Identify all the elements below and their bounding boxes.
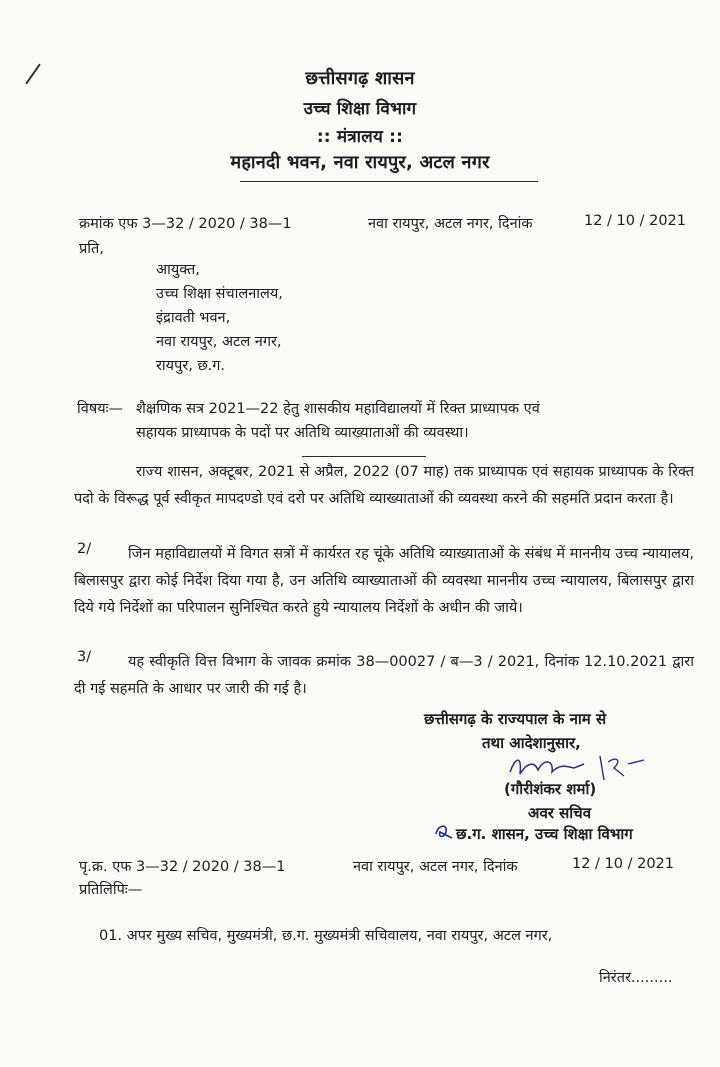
subject-divider bbox=[302, 456, 426, 457]
recipient-prefix: प्रति, bbox=[79, 241, 104, 257]
recipient-line: नवा रायपुर, अटल नगर, bbox=[156, 334, 282, 350]
endorsement-date: 12 / 10 / 2021 bbox=[572, 856, 675, 872]
paragraph-2: जिन महाविद्यालयों में विगत सत्रों में कार्यरत रह चूंके अतिथि व्याख्याताओं के संबंध में माननीय उच्च न्यायालय, बिलासपुर द्वारा कोई निर्देश दिया गया है, उन अतिथि व्याख्याताओं की व्यवस्था माननीय उच्च न्यायालय, बिलासपुर द्वारा दिये गये निर्देशों का परिपालन सुनिश्चित करते हुये न्यायालय निर्देशों के अधीन की जाये। bbox=[74, 546, 694, 616]
header-government: छत्तीसगढ़ शासन bbox=[305, 68, 415, 89]
paragraph-3: यह स्वीकृति वित्त विभाग के जावक क्रमांक 38—00027 / ब—3 / 2021, दिनांक 12.10.2021 द्वारा दी गई सहमति के आधार पर जारी की गई है। bbox=[74, 654, 694, 697]
header-ministry: :: मंत्रालय :: bbox=[316, 127, 404, 147]
place-date-label: नवा रायपुर, अटल नगर, दिनांक bbox=[368, 216, 533, 232]
copy-recipient-1: 01. अपर मुख्य सचिव, मुख्यमंत्री, छ.ग. मुख्यमंत्री सचिवालय, नवा रायपुर, अटल नगर, bbox=[99, 928, 553, 944]
letter-date: 12 / 10 / 2021 bbox=[584, 213, 687, 229]
recipient-line: इंद्रावती भवन, bbox=[156, 310, 231, 326]
subject-line-1: शैक्षणिक सत्र 2021—22 हेतु शासकीय महाविद्यालयों में रिक्त प्राध्यापक एवं bbox=[136, 401, 540, 417]
recipient-line: आयुक्त, bbox=[156, 262, 200, 278]
endorsement-number: पृ.क्र. एफ 3—32 / 2020 / 38—1 bbox=[79, 859, 286, 875]
signature-authority-line: छत्तीसगढ़ के राज्यपाल के नाम से bbox=[424, 710, 607, 728]
paragraph-3-number: 3/ bbox=[77, 649, 92, 665]
reference-number: क्रमांक एफ 3—32 / 2020 / 38—1 bbox=[79, 216, 292, 232]
endorsement-place-date-label: नवा रायपुर, अटल नगर, दिनांक bbox=[353, 859, 518, 875]
signature-order-line: तथा आदेशानुसार, bbox=[482, 734, 581, 752]
paragraph-1: राज्य शासन, अक्टूबर, 2021 से अप्रैल, 2022 (07 माह) तक प्राध्यापक एवं सहायक प्राध्यापक के रिक्त पदो के विरूद्ध पूर्व स्वीकृत मापदण्डो एवं दरो पर अतिथि व्याख्याताओं की व्यवस्था करने की सहमति प्रदान करता है। bbox=[74, 464, 694, 507]
header-divider bbox=[240, 181, 538, 182]
signatory-department: छ.ग. शासन, उच्च शिक्षा विभाग bbox=[456, 825, 633, 843]
header-address: महानदी भवन, नवा रायपुर, अटल नगर bbox=[230, 152, 490, 173]
initial-mark bbox=[432, 820, 456, 844]
signatory-designation: अवर सचिव bbox=[528, 804, 592, 822]
paragraph-2-number: 2/ bbox=[77, 541, 92, 557]
recipient-line: उच्च शिक्षा संचालनालय, bbox=[156, 286, 283, 302]
header-department: उच्च शिक्षा विभाग bbox=[303, 99, 417, 119]
signatory-name: (गौरीशंकर शर्मा) bbox=[504, 780, 597, 798]
recipient-line: रायपुर, छ.ग. bbox=[156, 358, 226, 374]
subject-label: विषयः— bbox=[77, 401, 124, 417]
copy-label: प्रतिलिपिः— bbox=[79, 882, 143, 898]
subject-line-2: सहायक प्राध्यापक के पदों पर अतिथि व्याख्याताओं की व्यवस्था। bbox=[136, 425, 469, 441]
continued-marker: निरंतर......... bbox=[599, 970, 673, 986]
